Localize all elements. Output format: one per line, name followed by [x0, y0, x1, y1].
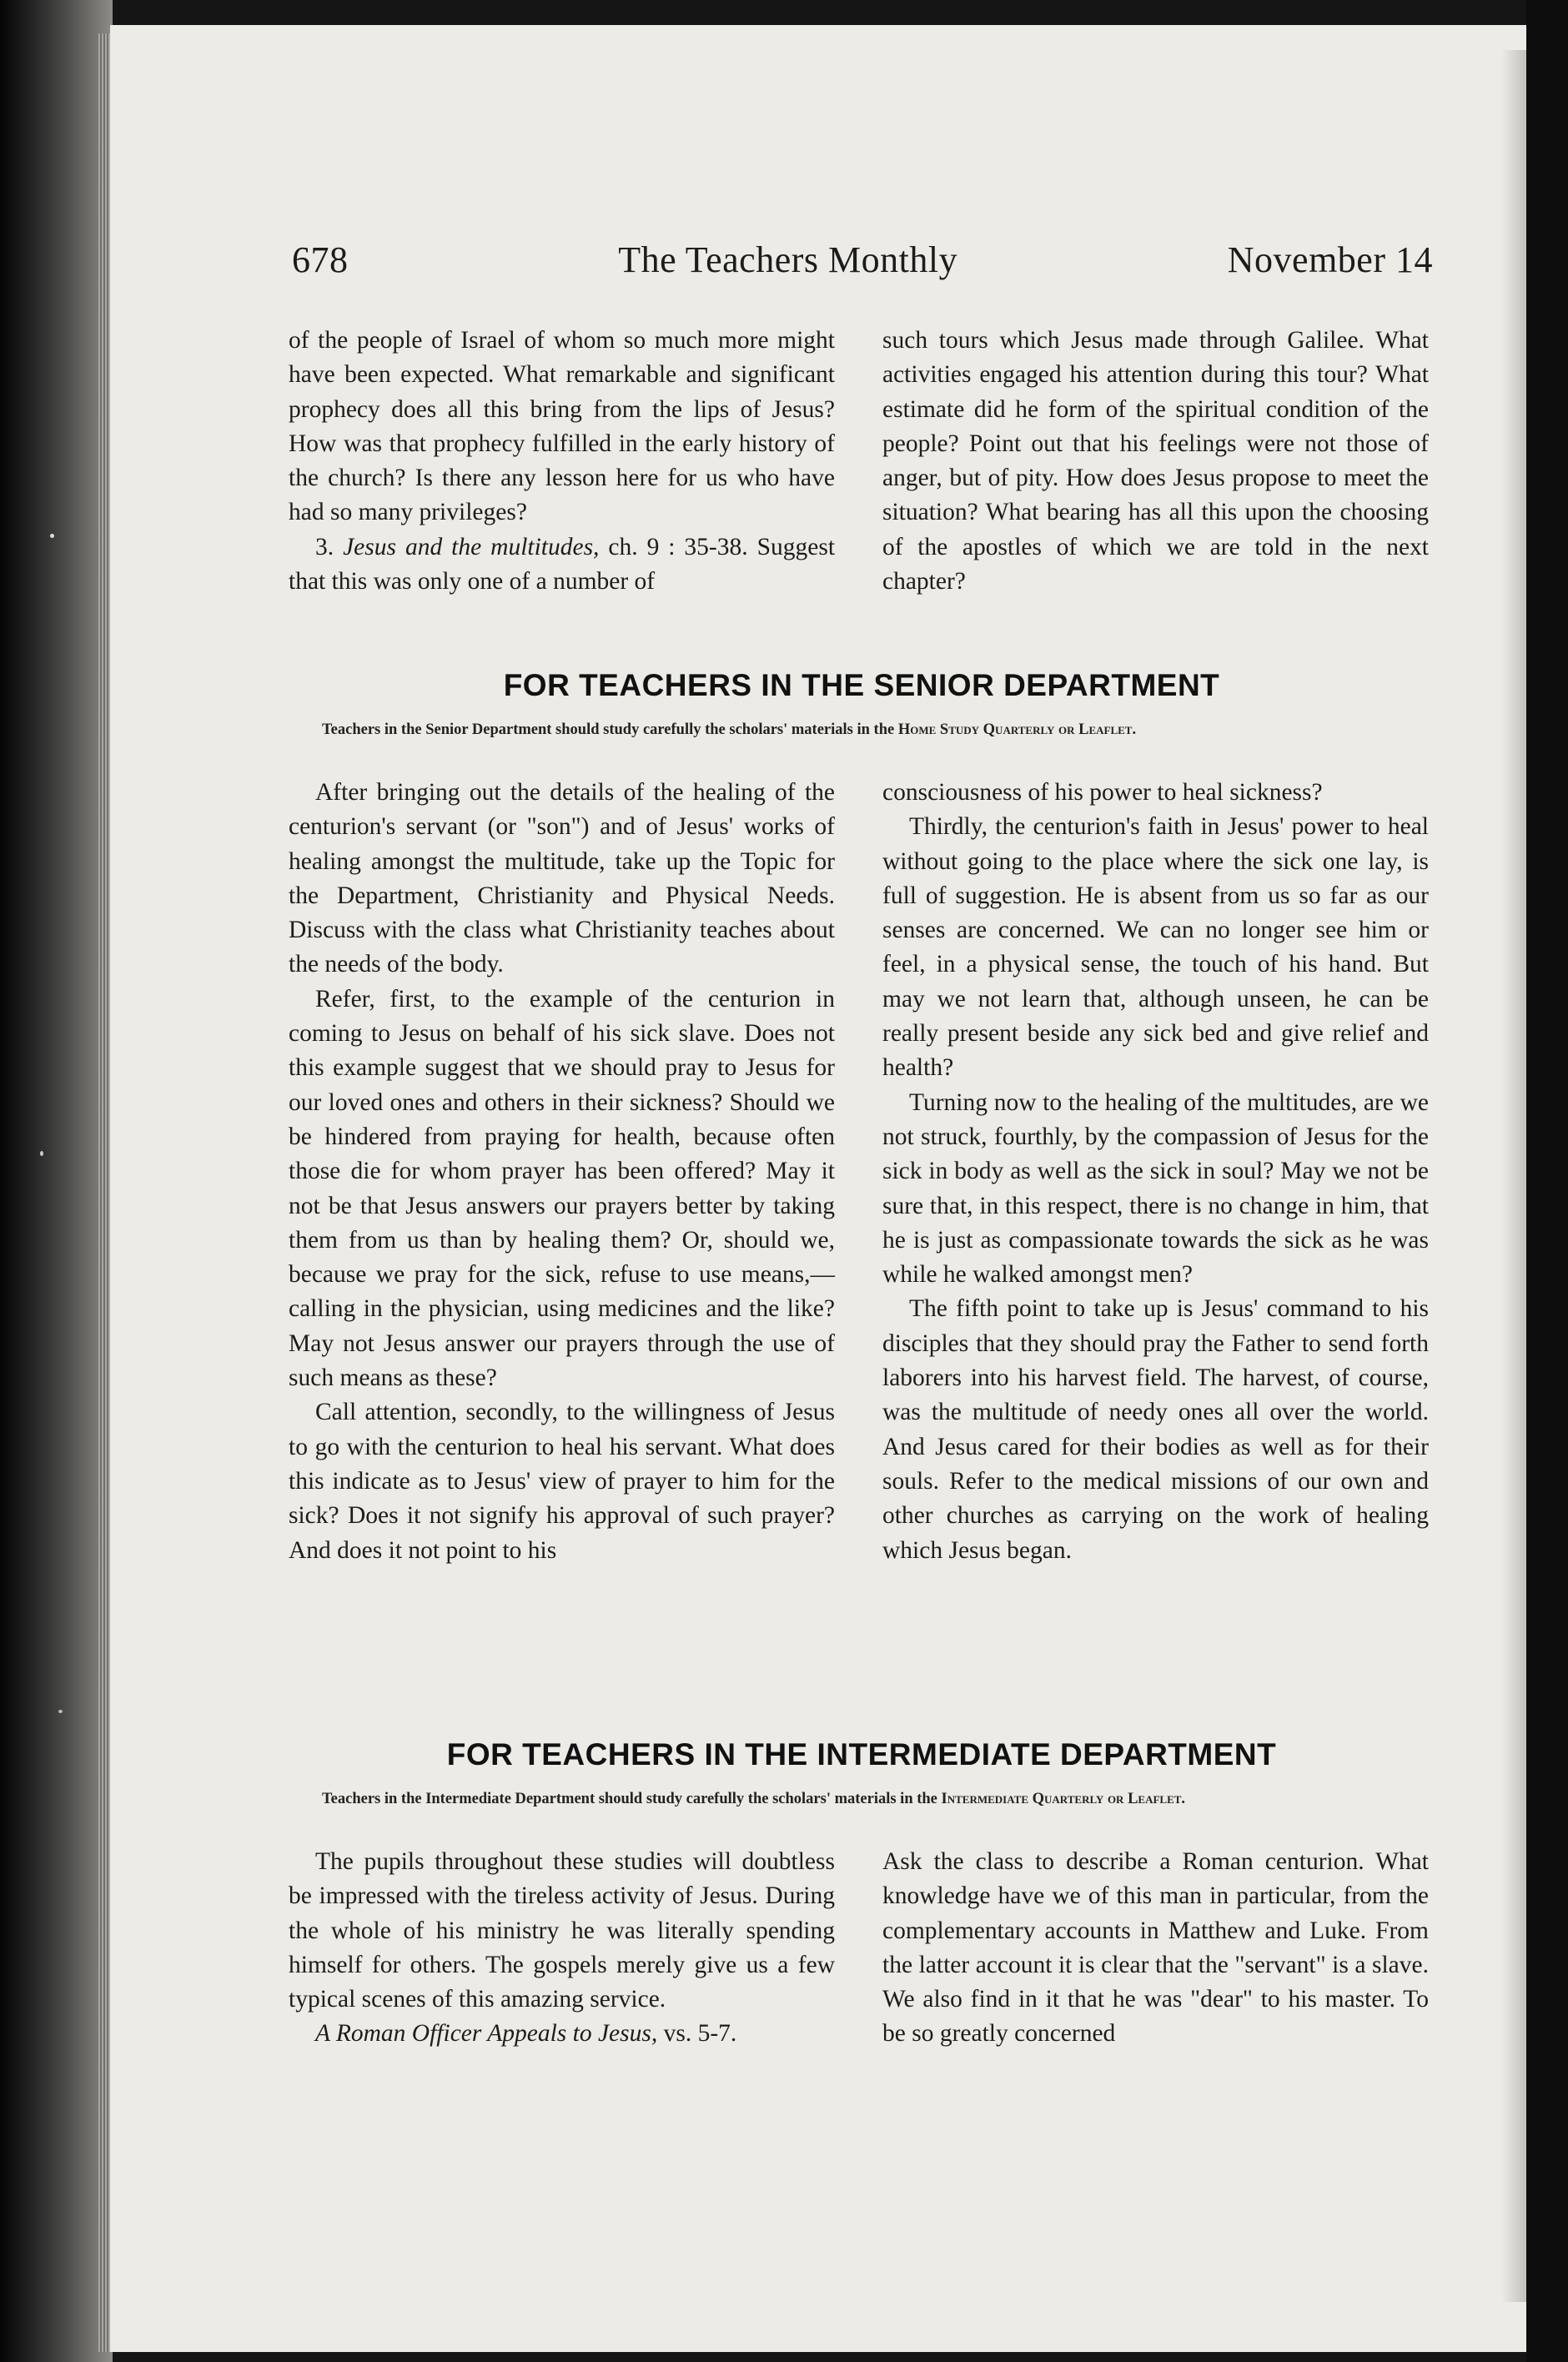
intermediate-right-column	[882, 1845, 1429, 2052]
paragraph: Turning now to the healing of the multitudes, are we not struck, fourthly, by the compassion of Jesus for the sick in body as well as the sick in soul? May we not be sure that, in this respect, there is no change in him, that he is just as compassionate towards the sick as he was while he walked amongst men?	[882, 1088, 1429, 1289]
paragraph: Thirdly, the centurion's faith in Jesus' power to heal without going to the place where the sick one lay, is full of suggestion. He is absent from us so far as our senses are concerned. We can no longer see him or feel, in a physical sense, the touch of his hand. But may we not learn that, although unseen, he can be really present beside any sick bed and give relief and health?	[882, 813, 1429, 1082]
paragraph: Refer, first, to the example of the centurion in coming to Jesus on behalf of his sick slave. Does not this example suggest that we should pray to Jesus for our loved ones and others in their sickness? Should we be hindered from praying for health, because often those die for whom prayer has been offered? May it not be that Jesus answers our prayers better by taking them from us than by healing them? Or, should we, because we pray for the sick, refuse to use means,—calling in the physician, using medicines and the like? May not Jesus answer our prayers through the use of such means as these?	[289, 985, 835, 1392]
intermediate-note	[289, 1789, 1435, 1809]
senior-note	[289, 720, 1435, 740]
page-gutter-shadow	[1501, 50, 1526, 2302]
paragraph	[289, 2017, 835, 2051]
section-heading-intermediate: FOR TEACHERS IN THE INTERMEDIATE DEPARTMENT	[446, 1737, 1277, 1772]
paragraph: of the people of Israel of whom so much more might have been expected. What remarkable and significant prophecy does all this bring from the lips of Jesus? How was that prophecy fulfilled in the early history of the church? Is there any lesson here for us who have had so many privileges?	[289, 327, 835, 526]
dust-speck	[58, 1710, 63, 1713]
section-title: Jesus and the multitudes,	[343, 533, 600, 560]
paragraph-text: vs. 5-7.	[663, 2020, 737, 2048]
book-spine	[0, 0, 113, 2362]
paragraph: consciousness of his power to heal sickness?	[882, 779, 1323, 806]
intermediate-left-column	[289, 1845, 835, 2052]
page-header	[292, 239, 1433, 297]
paragraph: The pupils throughout these studies will doubtless be impressed with the tireless activity of Jesus. During the whole of his ministry he was literally spending himself for others. The gospels merely give us a few typical scenes of this amazing service.	[289, 1848, 835, 2013]
paragraph: such tours which Jesus made through Galilee. What activities engaged his attention during this tour? What estimate did he form of the spiritual condition of the people? Point out that his feelings were not those of anger, but of pity. How does Jesus propose to meet the situation? What bearing has all this upon the choosing of the apostles of which we are told in the next chapter?	[882, 327, 1429, 596]
paragraph: Ask the class to describe a Roman centurion. What knowledge have we of this man in particular, from the complementary accounts in Matthew and Luke. From the latter account it is clear that the "servant" is a slave. We also find in it that he was "dear" to his master. To be so greatly concerned	[882, 1848, 1429, 2048]
issue-date: November 14	[1227, 239, 1433, 280]
dust-speck	[50, 534, 54, 538]
dust-speck	[40, 1151, 43, 1156]
paragraph	[289, 530, 835, 600]
page-number: 678	[292, 239, 349, 280]
senior-right-column	[882, 776, 1429, 1568]
publication-title: The Teachers Monthly	[618, 239, 958, 280]
paragraph: Call attention, secondly, to the willingness of Jesus to go with the centurion to heal his servant. What does this indicate as to Jesus' view of prayer to him for the sick? Does it not signify his approval of such prayer? And does it not point to his	[289, 1399, 835, 1564]
page-edges	[98, 33, 110, 2352]
section-heading-senior: FOR TEACHERS IN THE SENIOR DEPARTMENT	[503, 668, 1220, 702]
top-left-column	[289, 324, 835, 599]
publication-name: Home Study Quarterly or Leaflet.	[897, 721, 1137, 738]
point-number: 3.	[315, 533, 334, 560]
top-right-column	[882, 324, 1429, 599]
note-text: Teachers in the Intermediate Department should study carefully the scholars' materials in the	[322, 1791, 937, 1807]
publication-name: Intermediate Quarterly or Leaflet.	[941, 1791, 1186, 1807]
note-text: Teachers in the Senior Department should study carefully the scholars' materials in the	[322, 721, 895, 738]
paragraph: After bringing out the details of the healing of the centurion's servant (or "son") and of Jesus' works of healing amongst the multitude, take up the Topic for the Department, Christianity and Physical Needs. Discuss with the class what Christianity teaches about the needs of the body.	[289, 779, 835, 978]
section-title: A Roman Officer Appeals to Jesus,	[315, 2020, 658, 2048]
paragraph: The fifth point to take up is Jesus' command to his disciples that they should pray the Father to send forth laborers into his harvest field. The harvest, of course, was the multitude of needy ones all over the world. And Jesus cared for their bodies as well as for their souls. Refer to the medical missions of our own and other churches as carrying on the work of healing which Jesus began.	[882, 1295, 1429, 1564]
paragraph-text: ch. 9 : 35-38. Suggest that this was only one of a number of	[289, 533, 836, 596]
scan-background	[1526, 0, 1568, 2362]
senior-left-column	[289, 776, 835, 1568]
